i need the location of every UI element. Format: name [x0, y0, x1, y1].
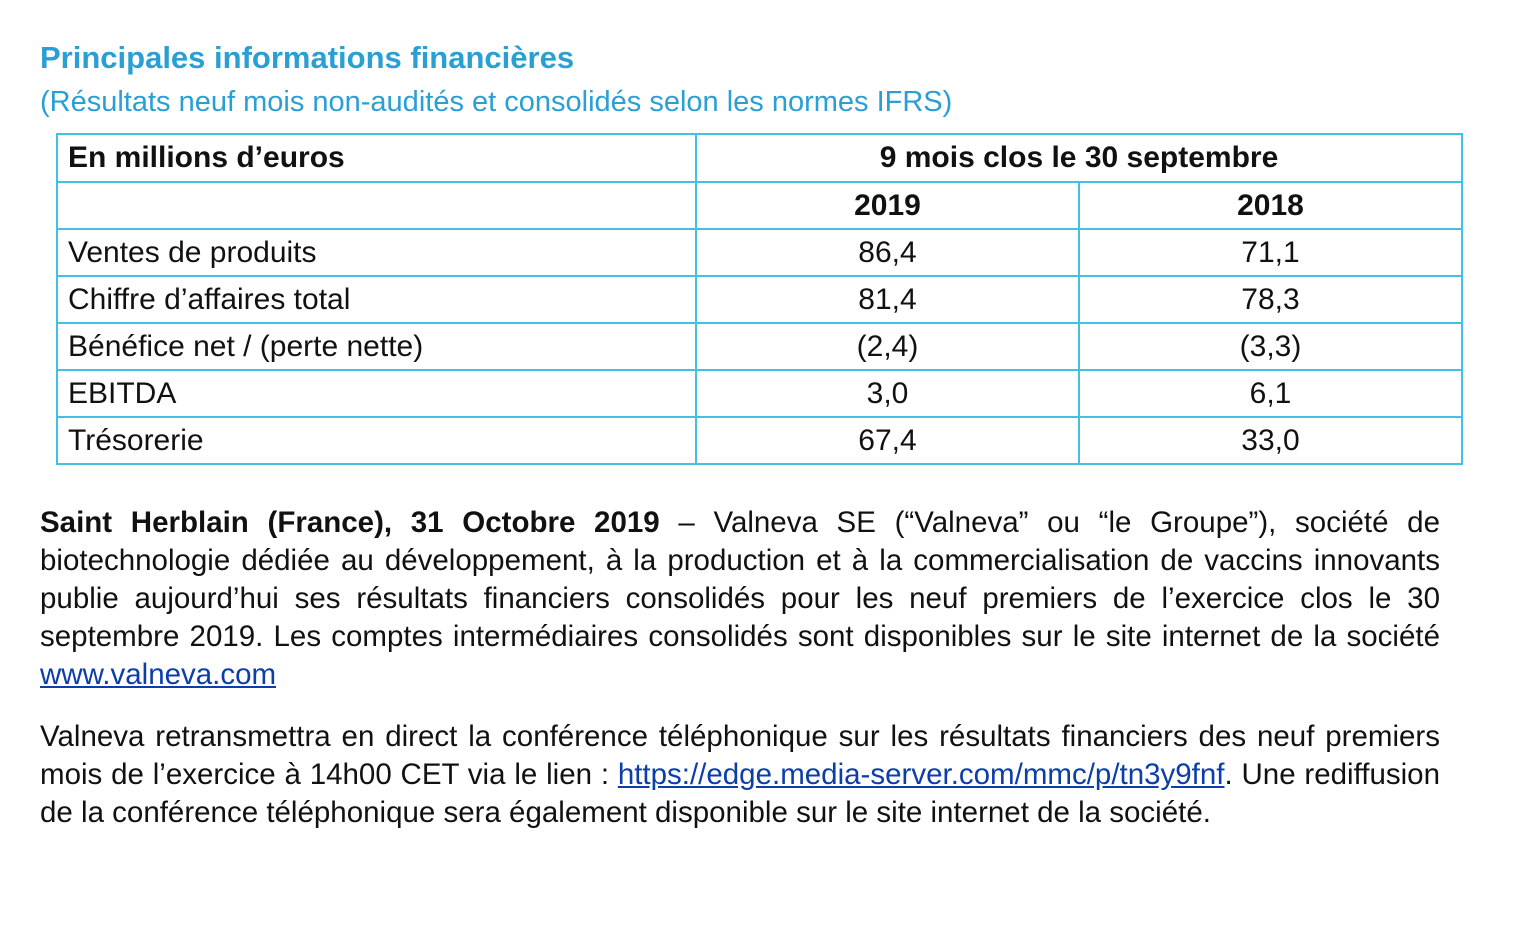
row-label: Chiffre d’affaires total	[57, 276, 696, 323]
row-value-2018: 6,1	[1079, 370, 1462, 417]
year-2019: 2019	[696, 182, 1079, 229]
row-label: Trésorerie	[57, 417, 696, 464]
table-row	[57, 323, 1462, 370]
page-title: Principales informations financières	[40, 40, 575, 75]
table-years-row	[57, 182, 1462, 229]
row-value-2019: 3,0	[696, 370, 1079, 417]
empty-header-cell	[57, 182, 696, 229]
year-2018: 2018	[1079, 182, 1462, 229]
row-label: Bénéfice net / (perte nette)	[57, 323, 696, 370]
webcast-link[interactable]: https://edge.media-server.com/mmc/p/tn3y9fnf	[617, 758, 1225, 791]
intro-paragraph	[40, 504, 1440, 694]
conference-paragraph	[40, 718, 1440, 832]
table-row	[57, 417, 1462, 464]
page-subtitle: (Résultats neuf mois non-audités et consolidés selon les normes IFRS)	[40, 86, 953, 118]
row-label: EBITDA	[57, 370, 696, 417]
row-value-2019: 86,4	[696, 229, 1079, 276]
dateline: Saint Herblain (France), 31 Octobre 2019	[40, 506, 660, 539]
valneva-website-link[interactable]: www.valneva.com	[40, 658, 277, 691]
unit-label: En millions d’euros	[57, 134, 696, 182]
table-row	[57, 276, 1462, 323]
table-row	[57, 370, 1462, 417]
financial-table	[56, 133, 1463, 465]
table-header-row	[57, 134, 1462, 182]
row-value-2018: (3,3)	[1079, 323, 1462, 370]
row-value-2019: (2,4)	[696, 323, 1079, 370]
conference-body-before: Valneva retransmettra en direct la conférence téléphonique sur les résultats financiers des neuf premiers mois de l’exercice à 14h00 CET via le lien :	[40, 720, 1440, 791]
row-value-2019: 67,4	[696, 417, 1079, 464]
row-value-2018: 33,0	[1079, 417, 1462, 464]
row-value-2018: 71,1	[1079, 229, 1462, 276]
row-label: Ventes de produits	[57, 229, 696, 276]
conference-body-after: . Une rediffusion de la conférence téléphonique sera également disponible sur le site internet de la société.	[40, 758, 1440, 829]
period-label: 9 mois clos le 30 septembre	[696, 134, 1462, 182]
row-value-2018: 78,3	[1079, 276, 1462, 323]
row-value-2019: 81,4	[696, 276, 1079, 323]
intro-body: – Valneva SE (“Valneva” ou “le Groupe”), société de biotechnologie dédiée au développement, à la production et à la commercialisation de vaccins innovants publie aujourd’hui ses résultats financiers consolidés pour les neuf premiers de l’exercice clos le 30 septembre 2019. Les comptes intermédiaires consolidés sont disponibles sur le site internet de la société	[40, 506, 1440, 653]
table-row	[57, 229, 1462, 276]
